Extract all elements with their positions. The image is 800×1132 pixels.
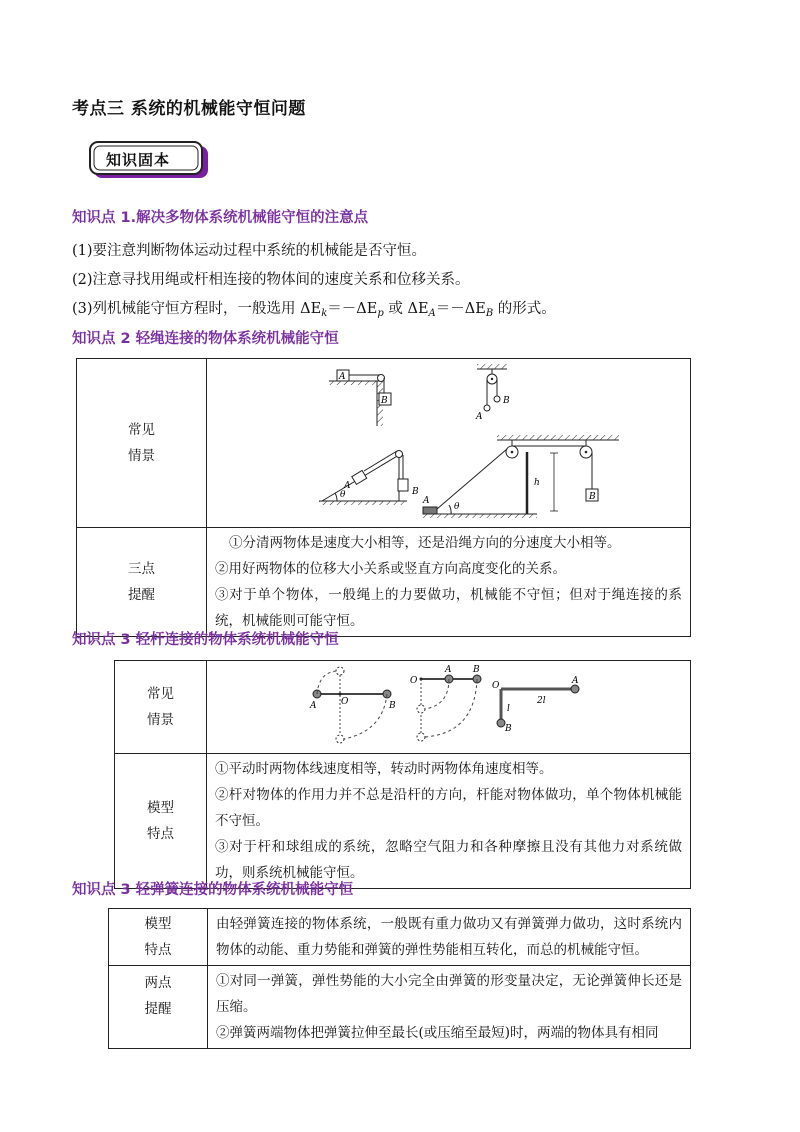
kp2-title: 知识点 2 轻绳连接的物体系统机械能守恒: [72, 331, 339, 347]
kp1-item-3-suffix: 的形式。: [493, 301, 556, 317]
scene-incline: [319, 451, 419, 506]
kp4-tip-2: ②弹簧两端物体把弹簧拉伸至最长(或压缩至最短)时，两端的物体具有相同: [216, 1025, 659, 1041]
label-theta: θ: [454, 502, 460, 512]
label-a: A: [339, 372, 346, 382]
label-line: 提醒: [128, 587, 155, 603]
label-line: 常见: [128, 422, 155, 438]
kp1-item-3-mid2: 或 ΔE: [383, 301, 429, 317]
kp3-title: 知识点 3 轻杆连接的物体系统机械能守恒: [72, 632, 339, 648]
rod-scenes-figure: [207, 661, 690, 753]
kp1-item-3-mid3: ＝－ΔE: [435, 301, 486, 317]
label-b: B: [505, 724, 512, 734]
label-b: B: [412, 487, 419, 497]
label-b: B: [381, 396, 388, 406]
sub-p: p: [377, 308, 384, 319]
scene-table-pulley: [329, 370, 391, 426]
label-l: l: [507, 704, 510, 714]
kp1-item-3: [72, 297, 556, 319]
label-line: 情景: [128, 448, 155, 464]
label-b: B: [589, 492, 596, 502]
kp3-figures-cell: [207, 661, 691, 754]
label-theta: θ: [340, 490, 346, 500]
label-line: 两点: [144, 975, 172, 991]
label-line: 情景: [147, 712, 174, 728]
kp4-title: 知识点 3 轻弹簧连接的物体系统机械能守恒: [72, 882, 354, 898]
scene-rod-pivot: [309, 667, 396, 743]
sub-b: B: [485, 308, 494, 319]
kp4-tip-1: ①对同一弹簧，弹性势能的大小完全由弹簧的形变量决定，无论弹簧伸长还是压缩。: [216, 973, 682, 1015]
label-b: B: [389, 701, 396, 711]
label-line: 特点: [147, 826, 174, 842]
kp2-tip-1: ①分清两物体是速度大小相等，还是沿绳方向的分速度大小相等。: [229, 535, 621, 551]
kp2-tip-2: ②用好两物体的位移大小关系或竖直方向高度变化的关系。: [215, 561, 566, 577]
label-b: B: [473, 665, 480, 675]
kp3-row1-label: [115, 661, 207, 754]
kp4-row1-text: 由轻弹簧连接的物体系统，一般既有重力做功又有弹簧弹力做功，这时系统内物体的动能、重力势能和弹簧的弹性势能相互转化，而总的机械能守恒。: [208, 909, 691, 966]
kp3-row2-label: [115, 754, 207, 889]
kp2-tips-cell: [207, 528, 691, 637]
kp3-tip-1: ①平动时两物体线速度相等，转动时两物体角速度相等。: [215, 761, 553, 777]
label-line: 提醒: [144, 1001, 172, 1017]
kp2-row2-label: [77, 528, 207, 637]
label-line: 特点: [144, 942, 172, 958]
kp1-title: 知识点 1.解决多物体系统机械能守恒的注意点: [72, 210, 369, 226]
label-line: 模型: [147, 800, 174, 816]
label-b: B: [503, 396, 510, 406]
label-o: O: [341, 697, 349, 707]
kp1-item-1: (1)要注意判断物体运动过程中系统的机械能是否守恒。: [72, 243, 427, 259]
kp2-figures-cell: [207, 359, 691, 528]
label-a: A: [572, 676, 579, 686]
kp4-table: [108, 908, 691, 1049]
section-heading: 考点三 系统的机械能守恒问题: [72, 99, 306, 119]
kp2-table: [76, 358, 691, 637]
kp1-item-2: (2)注意寻找用绳或杆相连接的物体间的速度关系和位移关系。: [72, 272, 470, 288]
label-2l: 2l: [537, 696, 546, 706]
kp1-item-3-prefix: (3)列机械能守恒方程时，一般选用 ΔE: [72, 301, 322, 317]
kp3-tips-cell: [207, 754, 691, 889]
kp4-tips-cell: [208, 966, 691, 1049]
scene-l-rod: [492, 676, 579, 734]
badge-label: 知识固本: [106, 151, 171, 169]
kp3-table: [114, 660, 691, 889]
sub-a: A: [428, 308, 436, 319]
kp3-tip-3: ③对于杆和球组成的系统，忽略空气阻力和各种摩擦且没有其他力对系统做功，则系统机械能守恒。: [215, 839, 682, 881]
label-a: A: [445, 665, 452, 675]
scene-hanging-pulley: [475, 364, 510, 422]
label-line: 模型: [144, 916, 172, 932]
kp4-row1-label: [109, 909, 208, 966]
label-o: O: [492, 681, 500, 691]
kp1-item-3-mid1: ＝－ΔE: [327, 301, 378, 317]
sub-k: k: [321, 308, 328, 319]
scene-two-pulleys: [422, 435, 619, 518]
label-line: 常见: [147, 686, 174, 702]
kp2-row1-label: [77, 359, 207, 528]
kp4-row2-label: [109, 966, 208, 1049]
label-h: h: [534, 478, 540, 488]
rope-scenes-figure: [207, 359, 690, 527]
knowledge-badge: [88, 140, 212, 182]
label-a: A: [476, 412, 483, 422]
label-a: A: [344, 481, 351, 491]
label-a: A: [310, 701, 317, 711]
kp3-tip-2: ②杆对物体的作用力并不总是沿杆的方向，杆能对物体做功，单个物体机械能不守恒。: [215, 787, 682, 829]
label-o: O: [410, 676, 418, 686]
label-line: 三点: [128, 561, 155, 577]
kp2-tip-3: ③对于单个物体，一般绳上的力要做功，机械能不守恒；但对于绳连接的系统，机械能则可能守恒。: [215, 587, 682, 629]
scene-rod-end-pivot: [410, 665, 481, 741]
label-a: A: [423, 496, 430, 506]
